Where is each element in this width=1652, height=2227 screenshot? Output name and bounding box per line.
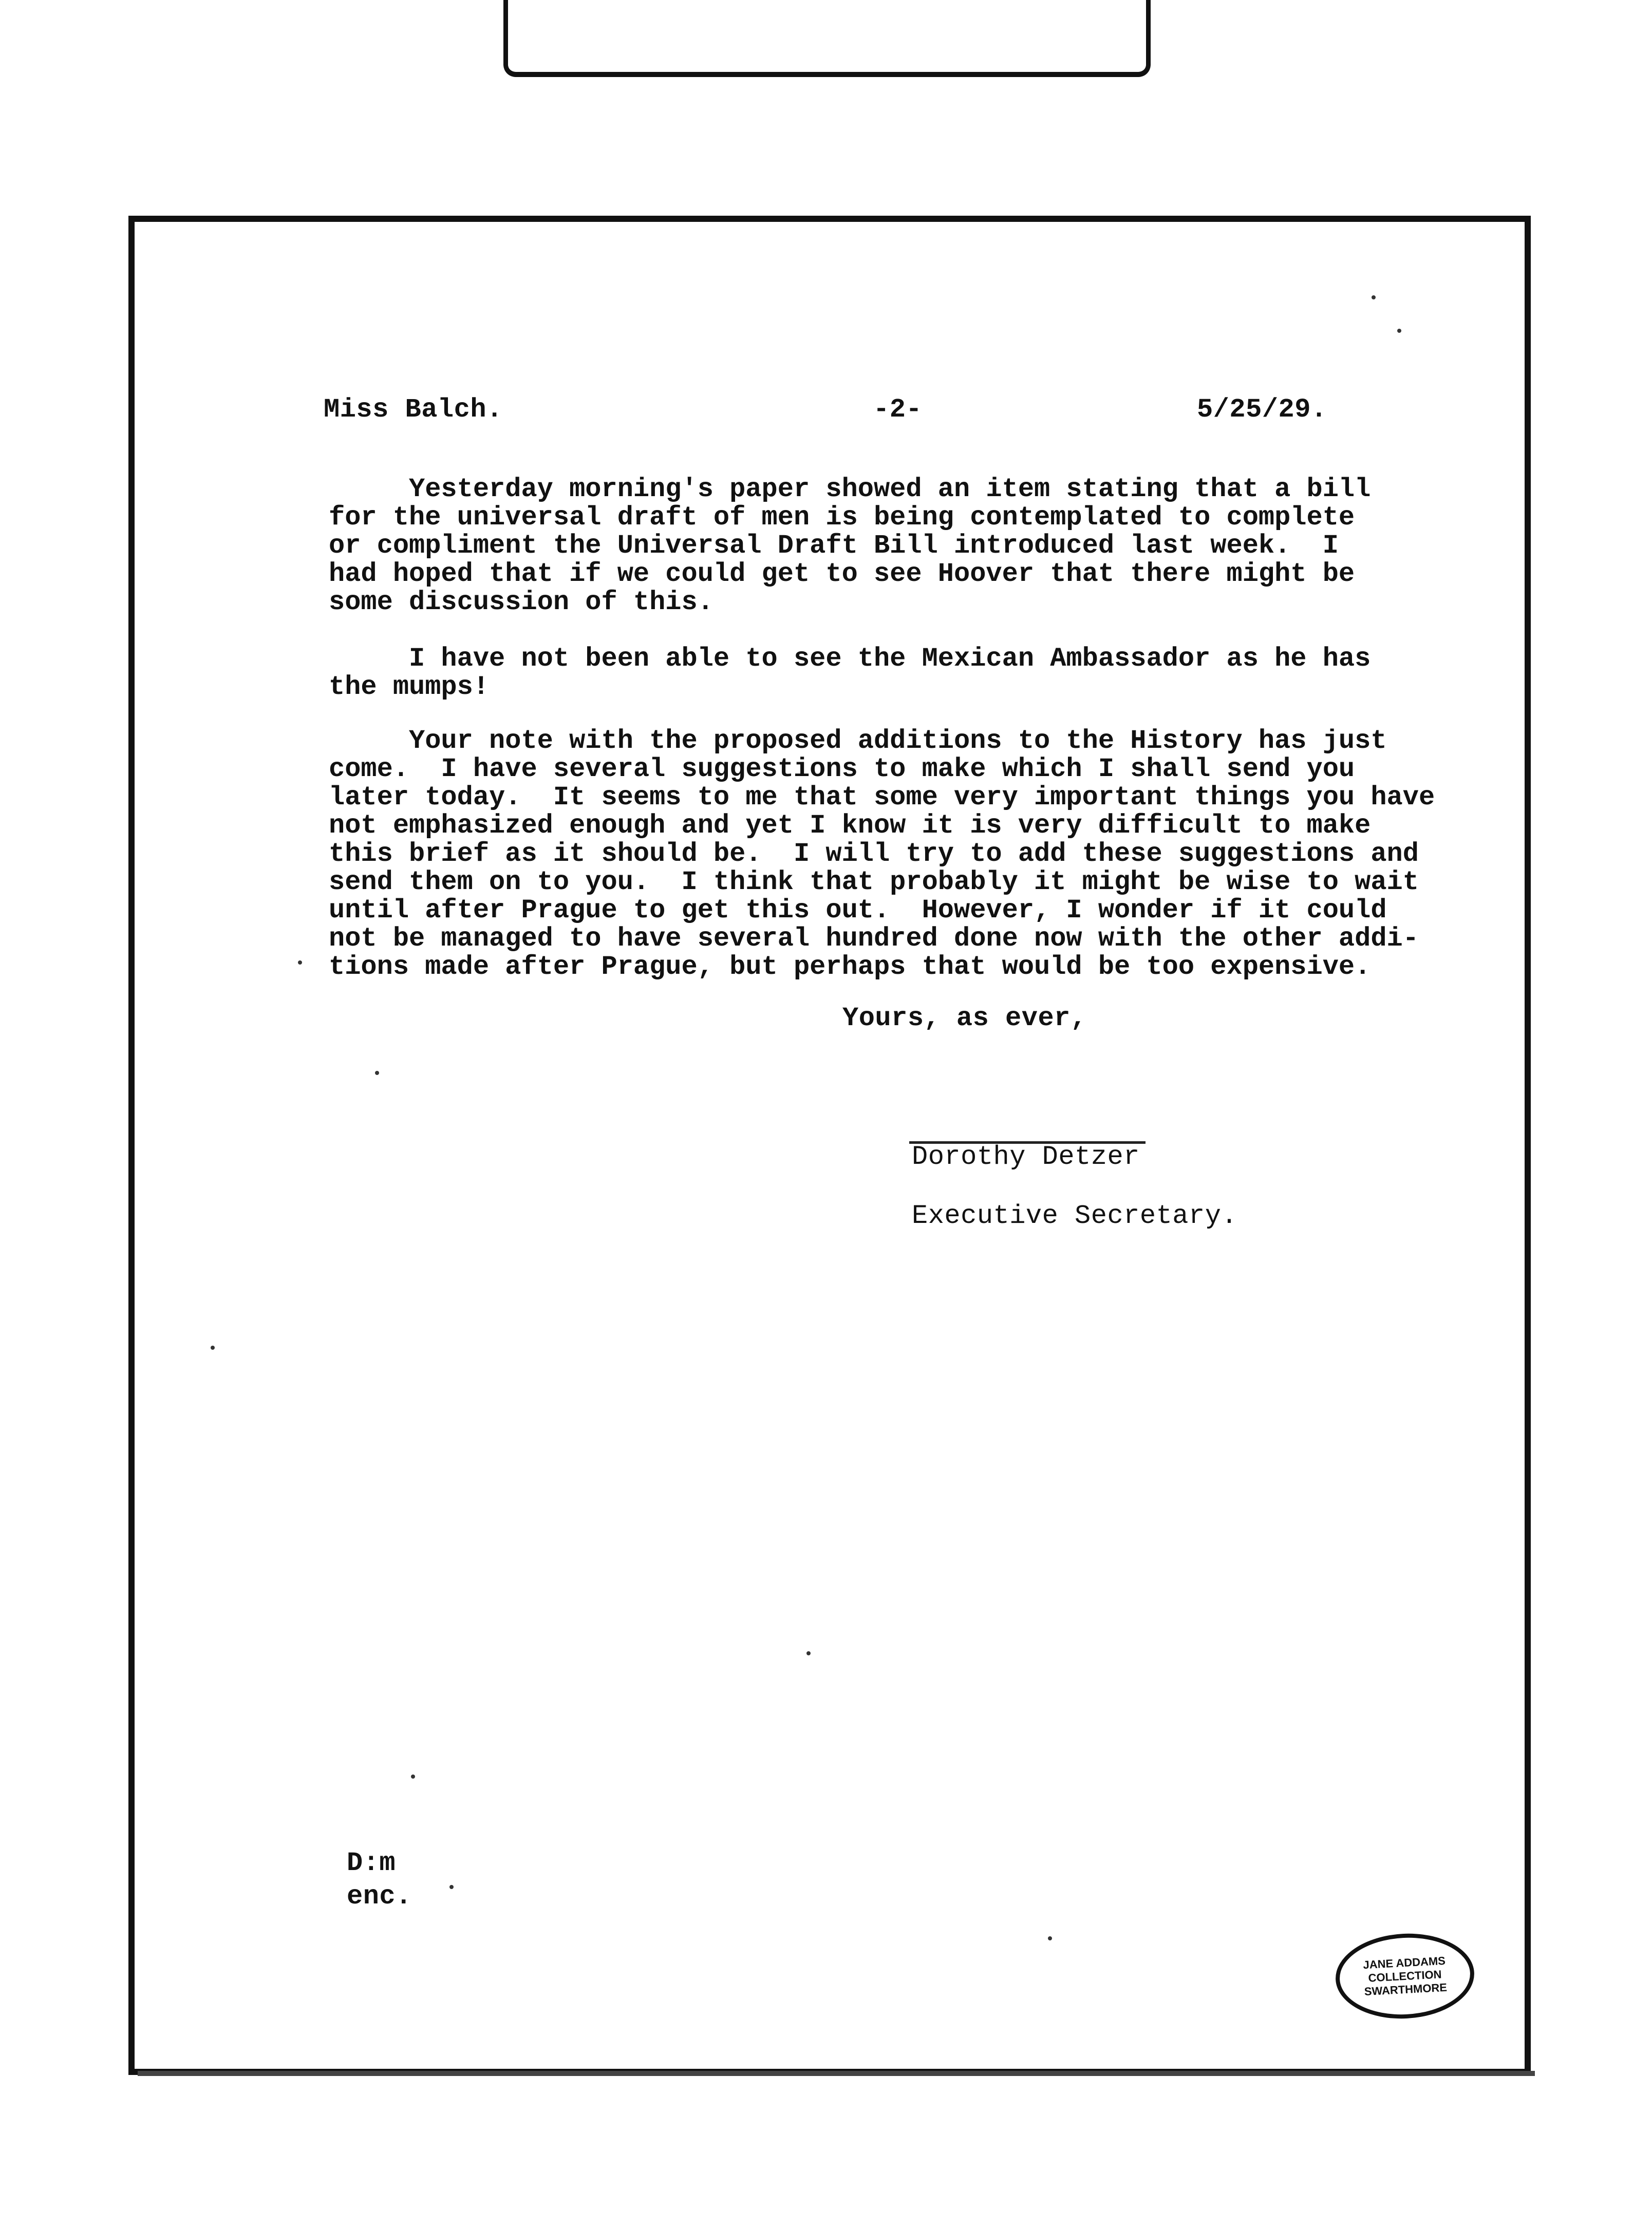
scan-speck bbox=[1372, 295, 1376, 299]
closing-salutation: Yours, as ever, bbox=[842, 1003, 1087, 1033]
stamp-line-2: COLLECTION bbox=[1367, 1967, 1442, 1985]
scan-speck bbox=[1048, 1936, 1052, 1940]
page-number: -2- bbox=[873, 394, 923, 425]
paragraph-3: Your note with the proposed additions to the History has just come. I have several suggestions to make which I shall send you later today. It seems to me that some very important things you have not emphasized enough and yet I know it is very difficult to make this brief as it should be. I will try to add these suggestions and send them on to you. I think that probably it might be wise to wait until after Prague to get this out. However, I wonder if it could not be managed to have several hundred done now with the other addi- tions made after Prague, but perhaps that would be too expensive. bbox=[329, 726, 1435, 982]
paragraph-1: Yesterday morning's paper showed an item stating that a bill for the universal draft of men is being contemplated to complete or compliment the Universal Draft Bill introduced last week. I had hoped that if we could get to see Hoover that there might be some discussion of this. bbox=[329, 474, 1371, 617]
letter-date: 5/25/29. bbox=[1197, 394, 1327, 425]
scan-speck bbox=[211, 1346, 215, 1350]
signer-title: Executive Secretary. bbox=[912, 1201, 1238, 1231]
scan-speck bbox=[806, 1651, 811, 1655]
scan-speck bbox=[411, 1775, 415, 1779]
page-edge-shadow bbox=[138, 2071, 1535, 2076]
stamp-line-3: SWARTHMORE bbox=[1364, 1980, 1448, 1998]
signer-name: Dorothy Detzer bbox=[912, 1142, 1140, 1172]
paragraph-2: I have not been able to see the Mexican Ambassador as he has the mumps! bbox=[329, 644, 1371, 702]
scan-speck bbox=[1397, 329, 1401, 333]
enclosure-note: enc. bbox=[347, 1881, 412, 1912]
recipient-header: Miss Balch. bbox=[324, 394, 503, 425]
scan-speck bbox=[375, 1071, 379, 1075]
stamp-line-1: JANE ADDAMS bbox=[1362, 1954, 1446, 1971]
scan-speck bbox=[298, 960, 302, 965]
folder-tab bbox=[503, 0, 1151, 77]
scan-speck bbox=[449, 1885, 454, 1889]
typist-initials: D:m bbox=[347, 1848, 396, 1878]
